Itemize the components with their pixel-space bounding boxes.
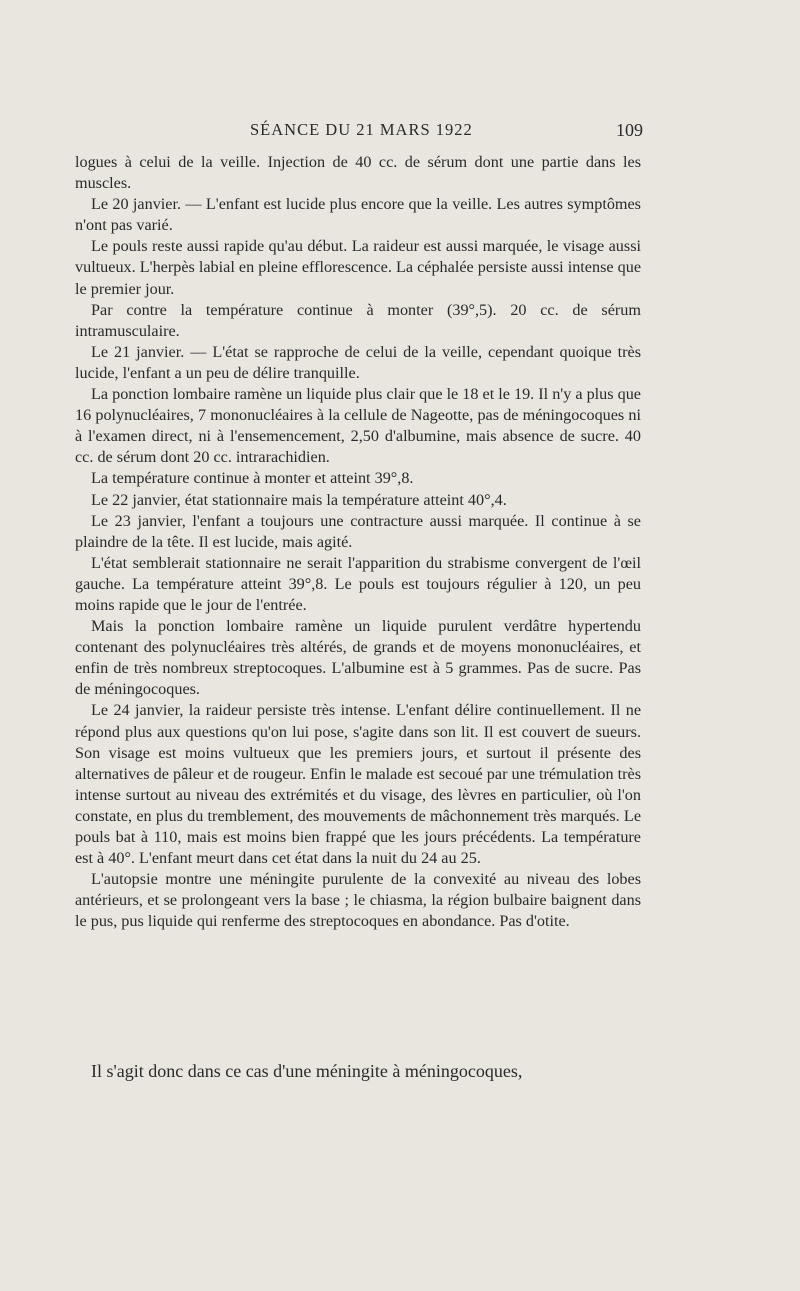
paragraph: Le 21 janvier. — L'état se rapproche de celui de la veille, cependant quoique très lucide, l'enfant a un peu de délire tranquille.: [75, 342, 641, 382]
paragraph: Le 23 janvier, l'enfant a toujours une contracture aussi marquée. Il continue à se plaindre de la tête. Il est lucide, mais agité.: [75, 511, 641, 551]
body-text: [75, 152, 641, 932]
paragraph: logues à celui de la veille. Injection de 40 cc. de sérum dont une partie dans les muscles.: [75, 153, 641, 193]
running-title: SÉANCE DU 21 MARS 1922: [250, 120, 473, 139]
page-header: [0, 120, 800, 146]
paragraph: Par contre la température continue à monter (39°,5). 20 cc. de sérum intramusculaire.: [75, 300, 641, 340]
page-number: 109: [616, 120, 643, 140]
closing-line: Il s'agit donc dans ce cas d'une méningite à méningocoques,: [91, 1061, 523, 1081]
paragraph: Le pouls reste aussi rapide qu'au début. La raideur est aussi marquée, le visage aussi vultueux. L'herpès labial en pleine efflorescence. La céphalée persiste aussi intense que le premier jour.: [75, 237, 641, 298]
paragraph: L'état semblerait stationnaire ne serait l'apparition du strabisme convergent de l'œil gauche. La température atteint 39°,8. Le pouls est toujours régulier à 120, un peu moins rapide que le jour de l'entrée.: [75, 553, 641, 614]
paragraph: Le 24 janvier, la raideur persiste très intense. L'enfant délire continuellement. Il ne répond plus aux questions qu'on lui pose, s'agite dans son lit. Il est couvert de sueurs. Son visage est moins vultueux que les premiers jours, et surtout il présente des alternatives de pâleur et de rougeur. Enfin le malade est secoué par une trémulation très intense surtout au niveau des extrémités et du visage, des lèvres en particulier, où l'on constate, en plus du tremblement, des mouvements de mâchonnement très marqués. Le pouls bat à 110, mais est moins bien frappé que les jours précédents. La température est à 40°. L'enfant meurt dans cet état dans la nuit du 24 au 25.: [75, 701, 641, 868]
paragraph: La température continue à monter et atteint 39°,8.: [91, 469, 414, 488]
paragraph: Le 22 janvier, état stationnaire mais la température atteint 40°,4.: [91, 490, 507, 509]
paragraph: La ponction lombaire ramène un liquide plus clair que le 18 et le 19. Il n'y a plus que 16 polynucléaires, 7 mononucléaires à la cellule de Nageotte, pas de méningocoques ni à l'examen direct, ni à l'ensemencement, 2,50 d'albumine, mais absence de sucre. 40 cc. de sérum dont 20 cc. intrarachidien.: [75, 385, 641, 467]
paragraph: L'autopsie montre une méningite purulente de la convexité au niveau des lobes antérieurs, et se prolongeant vers la base ; le chiasma, la région bulbaire baignent dans le pus, pus liquide qui renferme des streptocoques en abondance. Pas d'otite.: [75, 870, 641, 931]
paragraph: Mais la ponction lombaire ramène un liquide purulent verdâtre hypertendu contenant des polynucléaires très altérés, de grands et de moyens mononucléaires, et enfin de très nombreux streptocoques. L'albumine est à 5 grammes. Pas de sucre. Pas de méningocoques.: [75, 617, 641, 699]
paragraph: Le 20 janvier. — L'enfant est lucide plus encore que la veille. Les autres symptômes n'ont pas varié.: [75, 195, 641, 235]
